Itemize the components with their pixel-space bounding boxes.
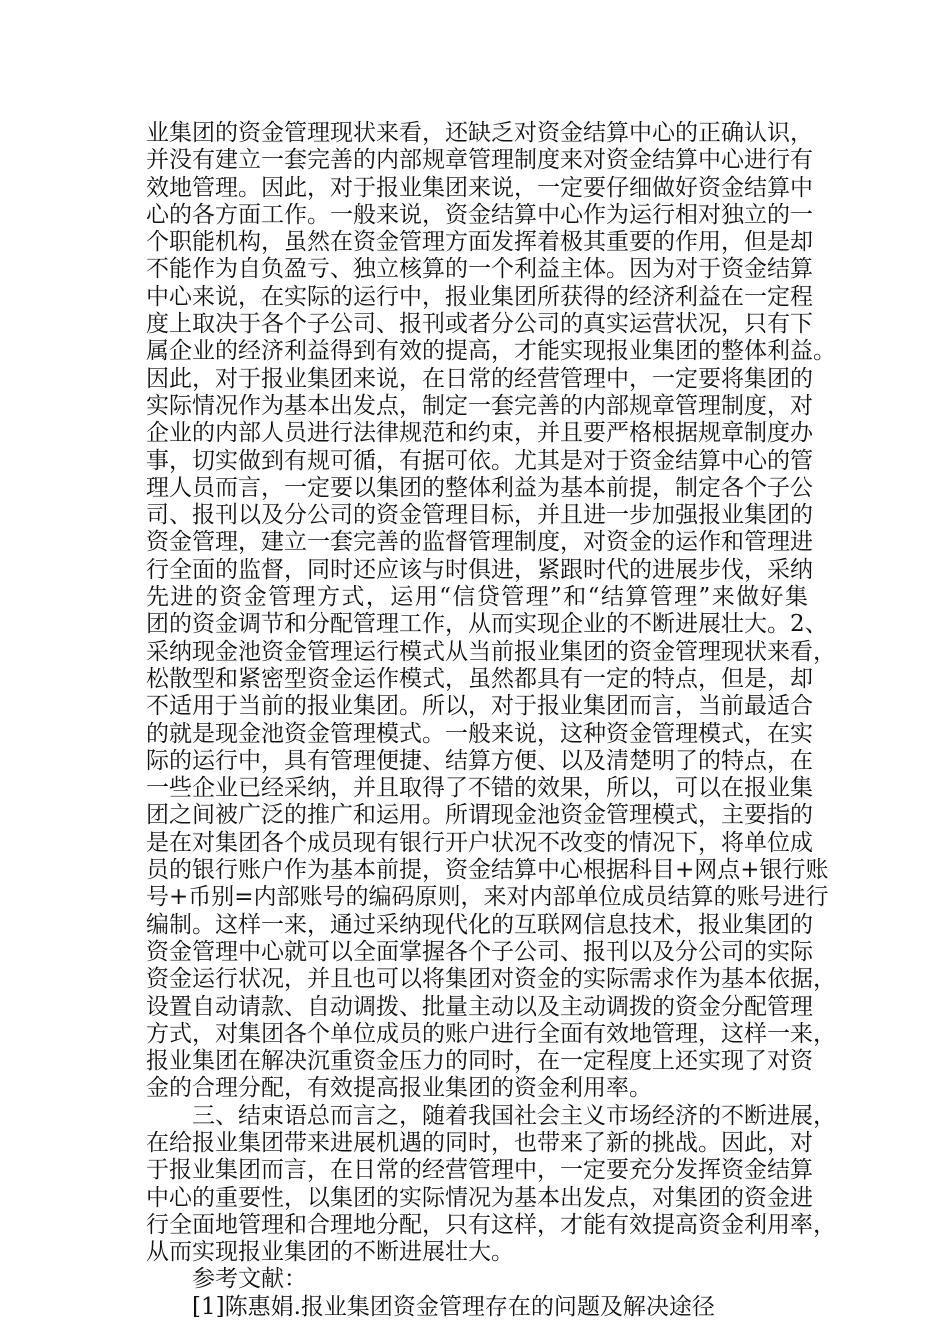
text-line: 于报业集团而言，在日常的经营管理中，一定要充分发挥资金结算 — [146, 1157, 813, 1184]
body-paragraph-1 — [146, 120, 836, 1103]
text-line: 设置自动请款、自动调拨、批量主动以及主动调拨的资金分配管理 — [146, 993, 813, 1020]
text-line: 采纳现金池资金管理运行模式从当前报业集团的资金管理现状来看， — [146, 638, 836, 665]
text-line: 际的运行中，具有管理便捷、结算方便、以及清楚明了的特点，在 — [146, 747, 813, 774]
text-line: 心的各方面工作。一般来说，资金结算中心作为运行相对独立的一 — [146, 201, 813, 228]
text-line: 在给报业集团带来进展机遇的同时，也带来了新的挑战。因此，对 — [146, 1129, 813, 1156]
text-line: 是在对集团各个成员现有银行开户状况不改变的情况下，将单位成 — [146, 829, 813, 856]
text-line: 中心来说，在实际的运行中，报业集团所获得的经济利益在一定程 — [146, 283, 813, 310]
text-line: 一些企业已经采纳，并且取得了不错的效果，所以，可以在报业集 — [146, 775, 813, 802]
text-line: 中心的重要性，以集团的实际情况为基本出发点，对集团的资金进 — [146, 1184, 813, 1211]
text-line: 资金运行状况，并且也可以将集团对资金的实际需求作为基本依据， — [146, 966, 836, 993]
references-heading: 参考文献： — [192, 1266, 307, 1293]
text-line: 行全面的监督，同时还应该与时俱进，紧跟时代的进展步伐，采纳 — [146, 556, 813, 583]
text-line: 先进的资金管理方式，运用“信贷管理”和“结算管理”来做好集 — [146, 584, 808, 611]
text-line: 团的资金调节和分配管理工作，从而实现企业的不断进展壮大。2、 — [146, 611, 828, 638]
text-line: 企业的内部人员进行法律规范和约束，并且要严格根据规章制度办 — [146, 420, 813, 447]
text-line: 司、报刊以及分公司的资金管理目标，并且进一步加强报业集团的 — [146, 502, 813, 529]
text-line: 业集团的资金管理现状来看，还缺乏对资金结算中心的正确认识， — [146, 120, 813, 146]
text-line: 编制。这样一来，通过采纳现代化的互联网信息技术，报业集团的 — [146, 911, 813, 938]
text-line: 实际情况作为基本出发点，制定一套完善的内部规章管理制度，对 — [146, 392, 813, 419]
text-line: 事，切实做到有规可循，有据可依。尤其是对于资金结算中心的管 — [146, 447, 813, 474]
text-line: 三、结束语总而言之，随着我国社会主义市场经济的不断进展， — [192, 1102, 836, 1129]
text-line: 报业集团在解决沉重资金压力的同时，在一定程度上还实现了对资 — [146, 1048, 813, 1075]
text-line: 不适用于当前的报业集团。所以，对于报业集团而言，当前最适合 — [146, 693, 813, 720]
text-line: 并没有建立一套完善的内部规章管理制度来对资金结算中心进行有 — [146, 147, 813, 174]
text-line: 金的合理分配，有效提高报业集团的资金利用率。 — [146, 1075, 652, 1102]
text-line: 的就是现金池资金管理模式。一般来说，这种资金管理模式，在实 — [146, 720, 813, 747]
text-line: 资金管理中心就可以全面掌握各个子公司、报刊以及分公司的实际 — [146, 938, 813, 965]
body-paragraph-2 — [146, 1102, 836, 1267]
text-line: 号+币别=内部账号的编码原则，来对内部单位成员结算的账号进行 — [146, 884, 829, 911]
text-line: 员的银行账户作为基本前提，资金结算中心根据科目+网点+银行账 — [146, 857, 829, 884]
text-line: 资金管理，建立一套完善的监督管理制度，对资金的运作和管理进 — [146, 529, 813, 556]
reference-item-1: [1]陈惠娟.报业集团资金管理存在的问题及解决途径 — [192, 1293, 715, 1320]
text-line: 属企业的经济利益得到有效的提高，才能实现报业集团的整体利益。 — [146, 338, 836, 365]
text-line: 方式，对集团各个单位成员的账户进行全面有效地管理，这样一来， — [146, 1020, 836, 1047]
text-line: 松散型和紧密型资金运作模式，虽然都具有一定的特点，但是，却 — [146, 665, 813, 692]
text-line: 团之间被广泛的推广和运用。所谓现金池资金管理模式，主要指的 — [146, 802, 813, 829]
text-line: 效地管理。因此，对于报业集团来说，一定要仔细做好资金结算中 — [146, 174, 813, 201]
text-line: 个职能机构，虽然在资金管理方面发挥着极其重要的作用，但是却 — [146, 229, 813, 256]
text-line: 不能作为自负盈亏、独立核算的一个利益主体。因为对于资金结算 — [146, 256, 813, 283]
text-line: 度上取决于各个子公司、报刊或者分公司的真实运营状况，只有下 — [146, 311, 813, 338]
text-line: 行全面地管理和合理地分配，只有这样，才能有效提高资金利用率， — [146, 1211, 836, 1238]
text-line: 理人员而言，一定要以集团的整体利益为基本前提，制定各个子公 — [146, 474, 813, 501]
text-line: 从而实现报业集团的不断进展壮大。 — [146, 1239, 514, 1266]
text-line: 因此，对于报业集团来说，在日常的经营管理中，一定要将集团的 — [146, 365, 813, 392]
document-page — [146, 120, 836, 1321]
